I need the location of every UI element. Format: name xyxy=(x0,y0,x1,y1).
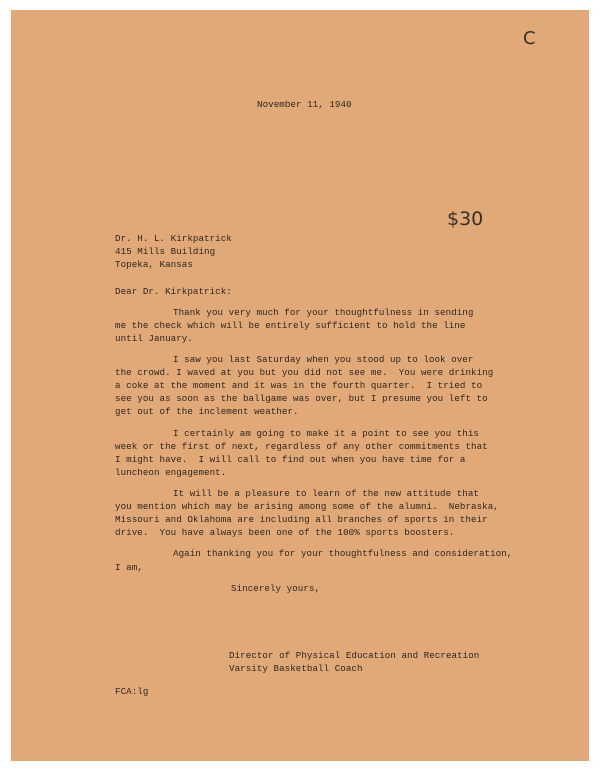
paragraph-3-line-4: luncheon engagement. xyxy=(115,467,227,478)
corner-mark: C xyxy=(523,28,536,49)
signature-title-line-2: Varsity Basketball Coach xyxy=(229,663,363,674)
paragraph-3-line-3: I might have. I will call to find out when you have time for a xyxy=(115,454,466,465)
letter-date: November 11, 1940 xyxy=(257,99,352,110)
paragraph-2-line-5: get out of the inclement weather. xyxy=(115,406,299,417)
recipient-name: Dr. H. L. Kirkpatrick xyxy=(115,233,232,244)
paragraph-4-line-4: drive. You have always been one of the 100% sports boosters. xyxy=(115,527,455,538)
letter-page xyxy=(11,10,589,761)
paragraph-1-line-1: Thank you very much for your thoughtfulness in sending xyxy=(173,307,474,318)
paragraph-5-line-1: Again thanking you for your thoughtfulness and consideration, xyxy=(173,548,513,559)
typist-initials: FCA:lg xyxy=(115,686,149,697)
paragraph-2-line-1: I saw you last Saturday when you stood up to look over xyxy=(173,354,474,365)
signature-title-line-1: Director of Physical Education and Recreation xyxy=(229,650,480,661)
paragraph-4-line-1: It will be a pleasure to learn of the new attitude that xyxy=(173,488,479,499)
paragraph-4-line-3: Missouri and Oklahoma are including all branches of sports in their xyxy=(115,514,488,525)
paragraph-5-line-2: I am, xyxy=(115,562,143,573)
paragraph-2-line-4: see you as soon as the ballgame was over, but I presume you left to xyxy=(115,393,488,404)
closing: Sincerely yours, xyxy=(231,583,321,594)
paragraph-2-line-2: the crowd. I waved at you but you did not see me. You were drinking xyxy=(115,367,494,378)
paragraph-4-line-2: you mention which may be arising among some of the alumni. Nebraska, xyxy=(115,501,499,512)
paragraph-3-line-2: week or the first of next, regardless of any other commitments that xyxy=(115,441,488,452)
paragraph-2-line-3: a coke at the moment and it was in the fourth quarter. I tried to xyxy=(115,380,483,391)
paragraph-1-line-2: me the check which will be entirely sufficient to hold the line xyxy=(115,320,466,331)
paragraph-3-line-1: I certainly am going to make it a point to see you this xyxy=(173,428,479,439)
salutation: Dear Dr. Kirkpatrick: xyxy=(115,286,232,297)
amount-note: $30 xyxy=(447,208,484,230)
recipient-address-line1: 415 Mills Building xyxy=(115,246,216,257)
paragraph-1-line-3: until January. xyxy=(115,333,193,344)
recipient-address-line2: Topeka, Kansas xyxy=(115,259,193,270)
